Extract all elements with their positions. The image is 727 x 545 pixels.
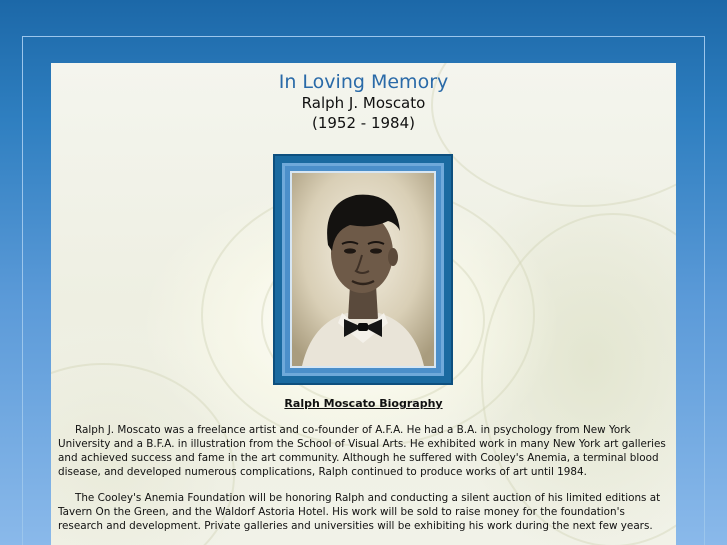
portrait-photo [290, 171, 436, 368]
life-years: (1952 - 1984) [311, 114, 415, 132]
portrait-frame [273, 154, 453, 385]
biography-paragraph: Ralph J. Moscato was a freelance artist and co-founder of A.F.A. He had a B.A. in psychology from New York University and a B.F.A. in illustration from the School of Visual Arts. He exhibited work in many New York art galleries and achieved success and fame in the art community. Although he suffered with Cooley's Anemia, a terminal blood disease, and developed numerous complications, Ralph continued to produce works of art until 1984. [58, 424, 666, 478]
portrait-mat [282, 163, 444, 376]
biography-paragraph: The Cooley's Anemia Foundation will be honoring Ralph and conducting a silent auction of his limited editions at Tavern On the Green, and the Waldorf Astoria Hotel. His work will be sold to raise money for the foundation's research and development. Private galleries and universities will be exhibiting his work during the next few years. [58, 492, 661, 532]
memorial-heading: In Loving Memory [278, 71, 449, 93]
memorial-content-panel [51, 63, 676, 545]
person-name: Ralph J. Moscato [301, 94, 426, 112]
portrait-illustration [292, 173, 434, 366]
biography-link[interactable]: Ralph Moscato Biography [284, 397, 443, 410]
